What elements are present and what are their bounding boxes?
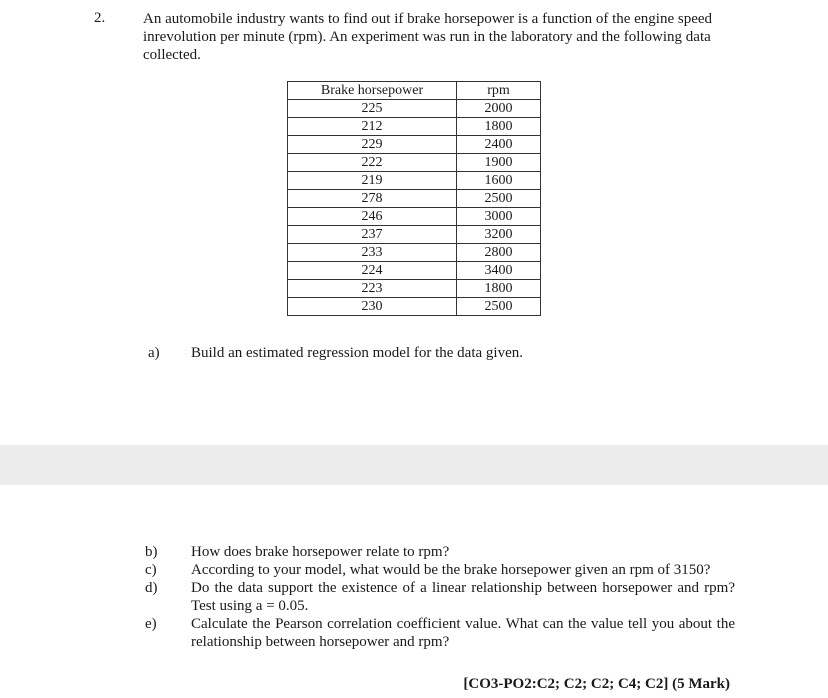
cell-rpm: 1900 <box>457 154 541 172</box>
cell-horsepower: 224 <box>288 262 457 280</box>
part-text: According to your model, what would be the brake horsepower given an rpm of 3150? <box>191 562 711 578</box>
part-label: b) <box>145 544 158 560</box>
cell-horsepower: 237 <box>288 226 457 244</box>
sub-question-c <box>145 561 735 579</box>
cell-rpm: 2500 <box>457 298 541 316</box>
cell-horsepower: 225 <box>288 100 457 118</box>
cell-horsepower: 219 <box>288 172 457 190</box>
sub-question-list <box>145 543 735 651</box>
cell-horsepower: 278 <box>288 190 457 208</box>
cell-rpm: 1600 <box>457 172 541 190</box>
table-row <box>288 280 541 298</box>
table-header-row <box>288 82 541 100</box>
part-label: c) <box>145 562 157 578</box>
cell-rpm: 3000 <box>457 208 541 226</box>
data-table <box>287 81 541 316</box>
table-row <box>288 262 541 280</box>
table-row <box>288 100 541 118</box>
cell-horsepower: 233 <box>288 244 457 262</box>
table-row <box>288 136 541 154</box>
part-text: Calculate the Pearson correlation coefficient value. What can the value tell you about the relationship between horsepower and rpm? <box>191 616 735 650</box>
table-row <box>288 244 541 262</box>
table-row <box>288 172 541 190</box>
part-text: How does brake horsepower relate to rpm? <box>191 544 450 560</box>
table-row <box>288 154 541 172</box>
cell-rpm: 2400 <box>457 136 541 154</box>
sub-question-b <box>145 543 735 561</box>
cell-horsepower: 229 <box>288 136 457 154</box>
page-separator <box>0 445 828 485</box>
cell-horsepower: 246 <box>288 208 457 226</box>
table-row <box>288 226 541 244</box>
cell-rpm: 3400 <box>457 262 541 280</box>
table-row <box>288 298 541 316</box>
sub-question-d <box>145 579 735 615</box>
question-stem: An automobile industry wants to find out if brake horsepower is a function of the engine speed inrevolution per minute (rpm). An experiment was run in the laboratory and the following data collected. <box>143 11 713 63</box>
cell-horsepower: 223 <box>288 280 457 298</box>
cell-horsepower: 230 <box>288 298 457 316</box>
column-header-horsepower: Brake horsepower <box>288 82 457 100</box>
table-row <box>288 118 541 136</box>
column-header-rpm: rpm <box>457 82 541 100</box>
sub-question-e <box>145 615 735 651</box>
cell-rpm: 1800 <box>457 118 541 136</box>
part-a-label: a) <box>148 345 160 361</box>
part-label: e) <box>145 616 157 632</box>
cell-rpm: 1800 <box>457 280 541 298</box>
part-a-text: Build an estimated regression model for the data given. <box>191 345 523 361</box>
cell-rpm: 3200 <box>457 226 541 244</box>
cell-rpm: 2500 <box>457 190 541 208</box>
cell-rpm: 2000 <box>457 100 541 118</box>
part-label: d) <box>145 580 158 596</box>
table-row <box>288 190 541 208</box>
cell-rpm: 2800 <box>457 244 541 262</box>
marks-allocation: [CO3-PO2:C2; C2; C2; C4; C2] (5 Mark) <box>463 676 730 692</box>
cell-horsepower: 212 <box>288 118 457 136</box>
cell-horsepower: 222 <box>288 154 457 172</box>
table-row <box>288 208 541 226</box>
question-number: 2. <box>94 10 106 26</box>
part-text: Do the data support the existence of a linear relationship between horsepower and rpm? Test using a = 0.05. <box>191 580 735 614</box>
